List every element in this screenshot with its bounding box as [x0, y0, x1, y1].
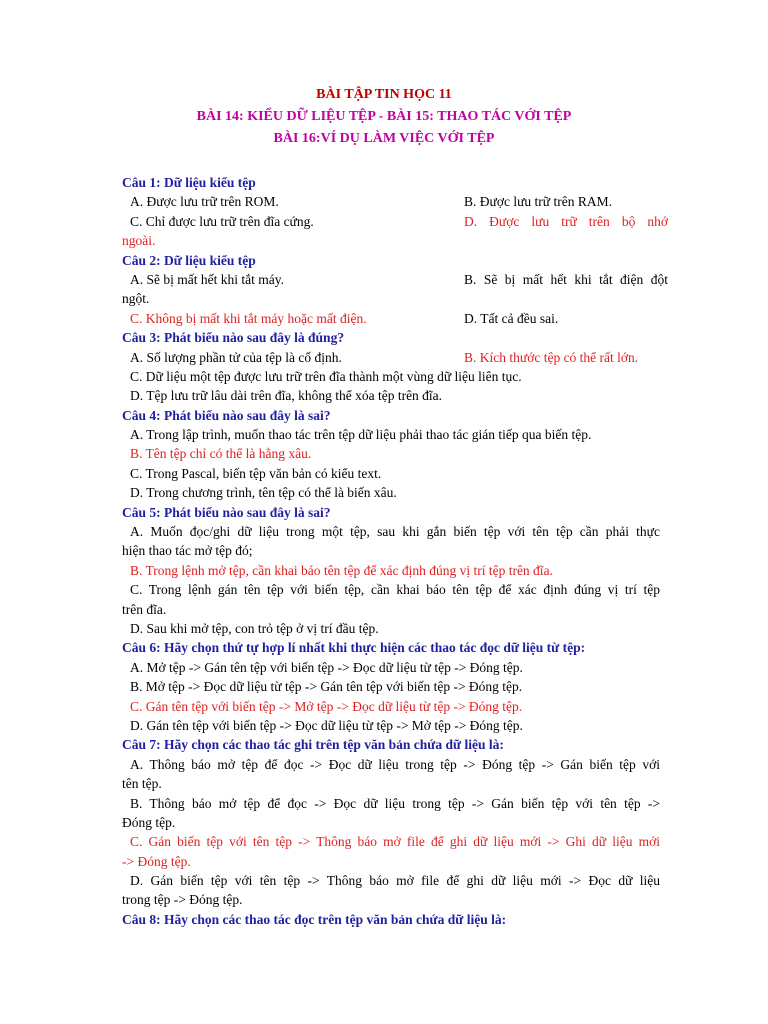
q5-option-d: D. Sau khi mở tệp, con trỏ tệp ở vị trí đầu tệp.: [130, 620, 379, 636]
q4-option-d: D. Trong chương trình, tên tệp có thể là biến xâu.: [130, 485, 397, 501]
q7-option-d-cont: trong tệp -> Đóng tệp.: [122, 892, 243, 908]
q7-option-c: C. Gán biến tệp với tên tệp -> Thông báo mở file để ghi dữ liệu mới -> Ghi dữ liệu mới: [130, 834, 660, 850]
q3-option-b: B. Kích thước tệp có thể rất lớn.: [464, 349, 639, 365]
document-subtitle-lessons-14-15: BÀI 14: KIỂU DỮ LIỆU TỆP - BÀI 15: THAO TÁC VỚI TỆP: [196, 109, 572, 124]
q2-option-b: B. Sẽ bị mất hết khi tắt điện đột: [464, 271, 668, 287]
question-2: Câu 2: Dữ liệu kiểu tệp: [122, 252, 256, 268]
q1-row-cd: [122, 212, 668, 231]
q1-option-d-cont: ngoài.: [122, 233, 156, 249]
q2-option-d: D. Tất cả đều sai.: [464, 310, 559, 326]
question-4: Câu 4: Phát biểu nào sau đây là sai?: [122, 407, 331, 423]
q3-option-a: A. Số lượng phần tử của tệp là cố định.: [130, 349, 342, 365]
q7-option-b-cont: Đóng tệp.: [122, 814, 176, 830]
q6-option-b: B. Mở tệp -> Đọc dữ liệu từ tệp -> Gán tên tệp với biến tệp -> Đóng tệp.: [130, 679, 523, 695]
question-7: Câu 7: Hãy chọn các thao tác ghi trên tệp văn bản chứa dữ liệu là:: [122, 737, 504, 753]
q2-row-ab: [122, 270, 668, 289]
q1-option-b: B. Được lưu trữ trên RAM.: [464, 194, 612, 210]
q1-option-c: C. Chỉ được lưu trữ trên đĩa cứng.: [130, 213, 314, 229]
q4-option-a: A. Trong lập trình, muốn thao tác trên tệp dữ liệu phải thao tác gián tiếp qua biến tệp.: [130, 427, 592, 443]
q3-row-ab: [122, 348, 660, 367]
q3-option-d: D. Tệp lưu trữ lâu dài trên đĩa, không thể xóa tệp trên đĩa.: [130, 388, 443, 404]
q2-option-b-cont: ngột.: [122, 291, 150, 307]
q6-option-a: A. Mở tệp -> Gán tên tệp với biến tệp -> Đọc dữ liệu từ tệp -> Đóng tệp.: [130, 659, 523, 675]
question-8: Câu 8: Hãy chọn các thao tác đọc trên tệp văn bản chứa dữ liệu là:: [122, 911, 507, 927]
q4-option-b: B. Tên tệp chỉ có thể là hằng xâu.: [130, 446, 312, 462]
q7-option-b: B. Thông báo mở tệp để đọc -> Đọc dữ liệu trong tệp -> Gán biến tệp với tên tệp ->: [130, 795, 660, 811]
q2-option-a: A. Sẽ bị mất hết khi tắt máy.: [130, 271, 284, 287]
q3-option-c: C. Dữ liệu một tệp được lưu trữ trên đĩa thành một vùng dữ liệu liên tục.: [130, 368, 522, 384]
q2-option-c: C. Không bị mất khi tắt máy hoặc mất điện.: [130, 310, 367, 326]
q7-option-a-cont: tên tệp.: [122, 776, 162, 792]
document-title: BÀI TẬP TIN HỌC 11: [316, 87, 452, 102]
question-list: [122, 173, 668, 929]
q1-option-d: D. Được lưu trữ trên bộ nhớ: [464, 213, 668, 229]
question-6: Câu 6: Hãy chọn thứ tự hợp lí nhất khi thực hiện các thao tác đọc dữ liệu từ tệp:: [122, 640, 586, 656]
document-subtitle-lesson-16: BÀI 16:VÍ DỤ LÀM VIỆC VỚI TỆP: [273, 131, 495, 146]
q6-option-c: C. Gán tên tệp với biến tệp -> Mở tệp -> Đọc dữ liệu từ tệp -> Đóng tệp.: [130, 698, 523, 714]
q7-option-d: D. Gán biến tệp với tên tệp -> Thông báo mở file để ghi dữ liệu mới -> Đọc dữ liệu: [130, 873, 660, 889]
q2-row-cd: [122, 309, 660, 328]
q1-row-ab: [122, 192, 660, 211]
q7-option-c-cont: -> Đóng tệp.: [122, 853, 191, 869]
question-3: Câu 3: Phát biểu nào sau đây là đúng?: [122, 330, 345, 346]
question-5: Câu 5: Phát biểu nào sau đây là sai?: [122, 504, 331, 520]
q5-option-c: C. Trong lệnh gán tên tệp với biến tệp, cần khai báo tên tệp để xác định đúng vị trí tệp: [130, 582, 660, 598]
q7-option-a: A. Thông báo mở tệp để đọc -> Đọc dữ liệu trong tệp -> Đóng tệp -> Gán biến tệp với: [130, 756, 660, 772]
q5-option-c-cont: trên đĩa.: [122, 601, 167, 617]
q5-option-b: B. Trong lệnh mở tệp, cần khai báo tên tệp để xác định đúng vị trí tệp trên đĩa.: [130, 562, 553, 578]
q4-option-c: C. Trong Pascal, biến tệp văn bản có kiểu text.: [130, 465, 382, 481]
q5-option-a: A. Muốn đọc/ghi dữ liệu trong một tệp, sau khi gắn biến tệp với tên tệp cần phải thực: [130, 524, 660, 540]
q5-option-a-cont: hiện thao tác mở tệp đó;: [122, 543, 253, 559]
q6-option-d: D. Gán tên tệp với biến tệp -> Đọc dữ liệu từ tệp -> Mở tệp -> Đóng tệp.: [130, 717, 523, 733]
question-1: Câu 1: Dữ liệu kiểu tệp: [122, 175, 256, 190]
q1-option-a: A. Được lưu trữ trên ROM.: [130, 194, 279, 210]
